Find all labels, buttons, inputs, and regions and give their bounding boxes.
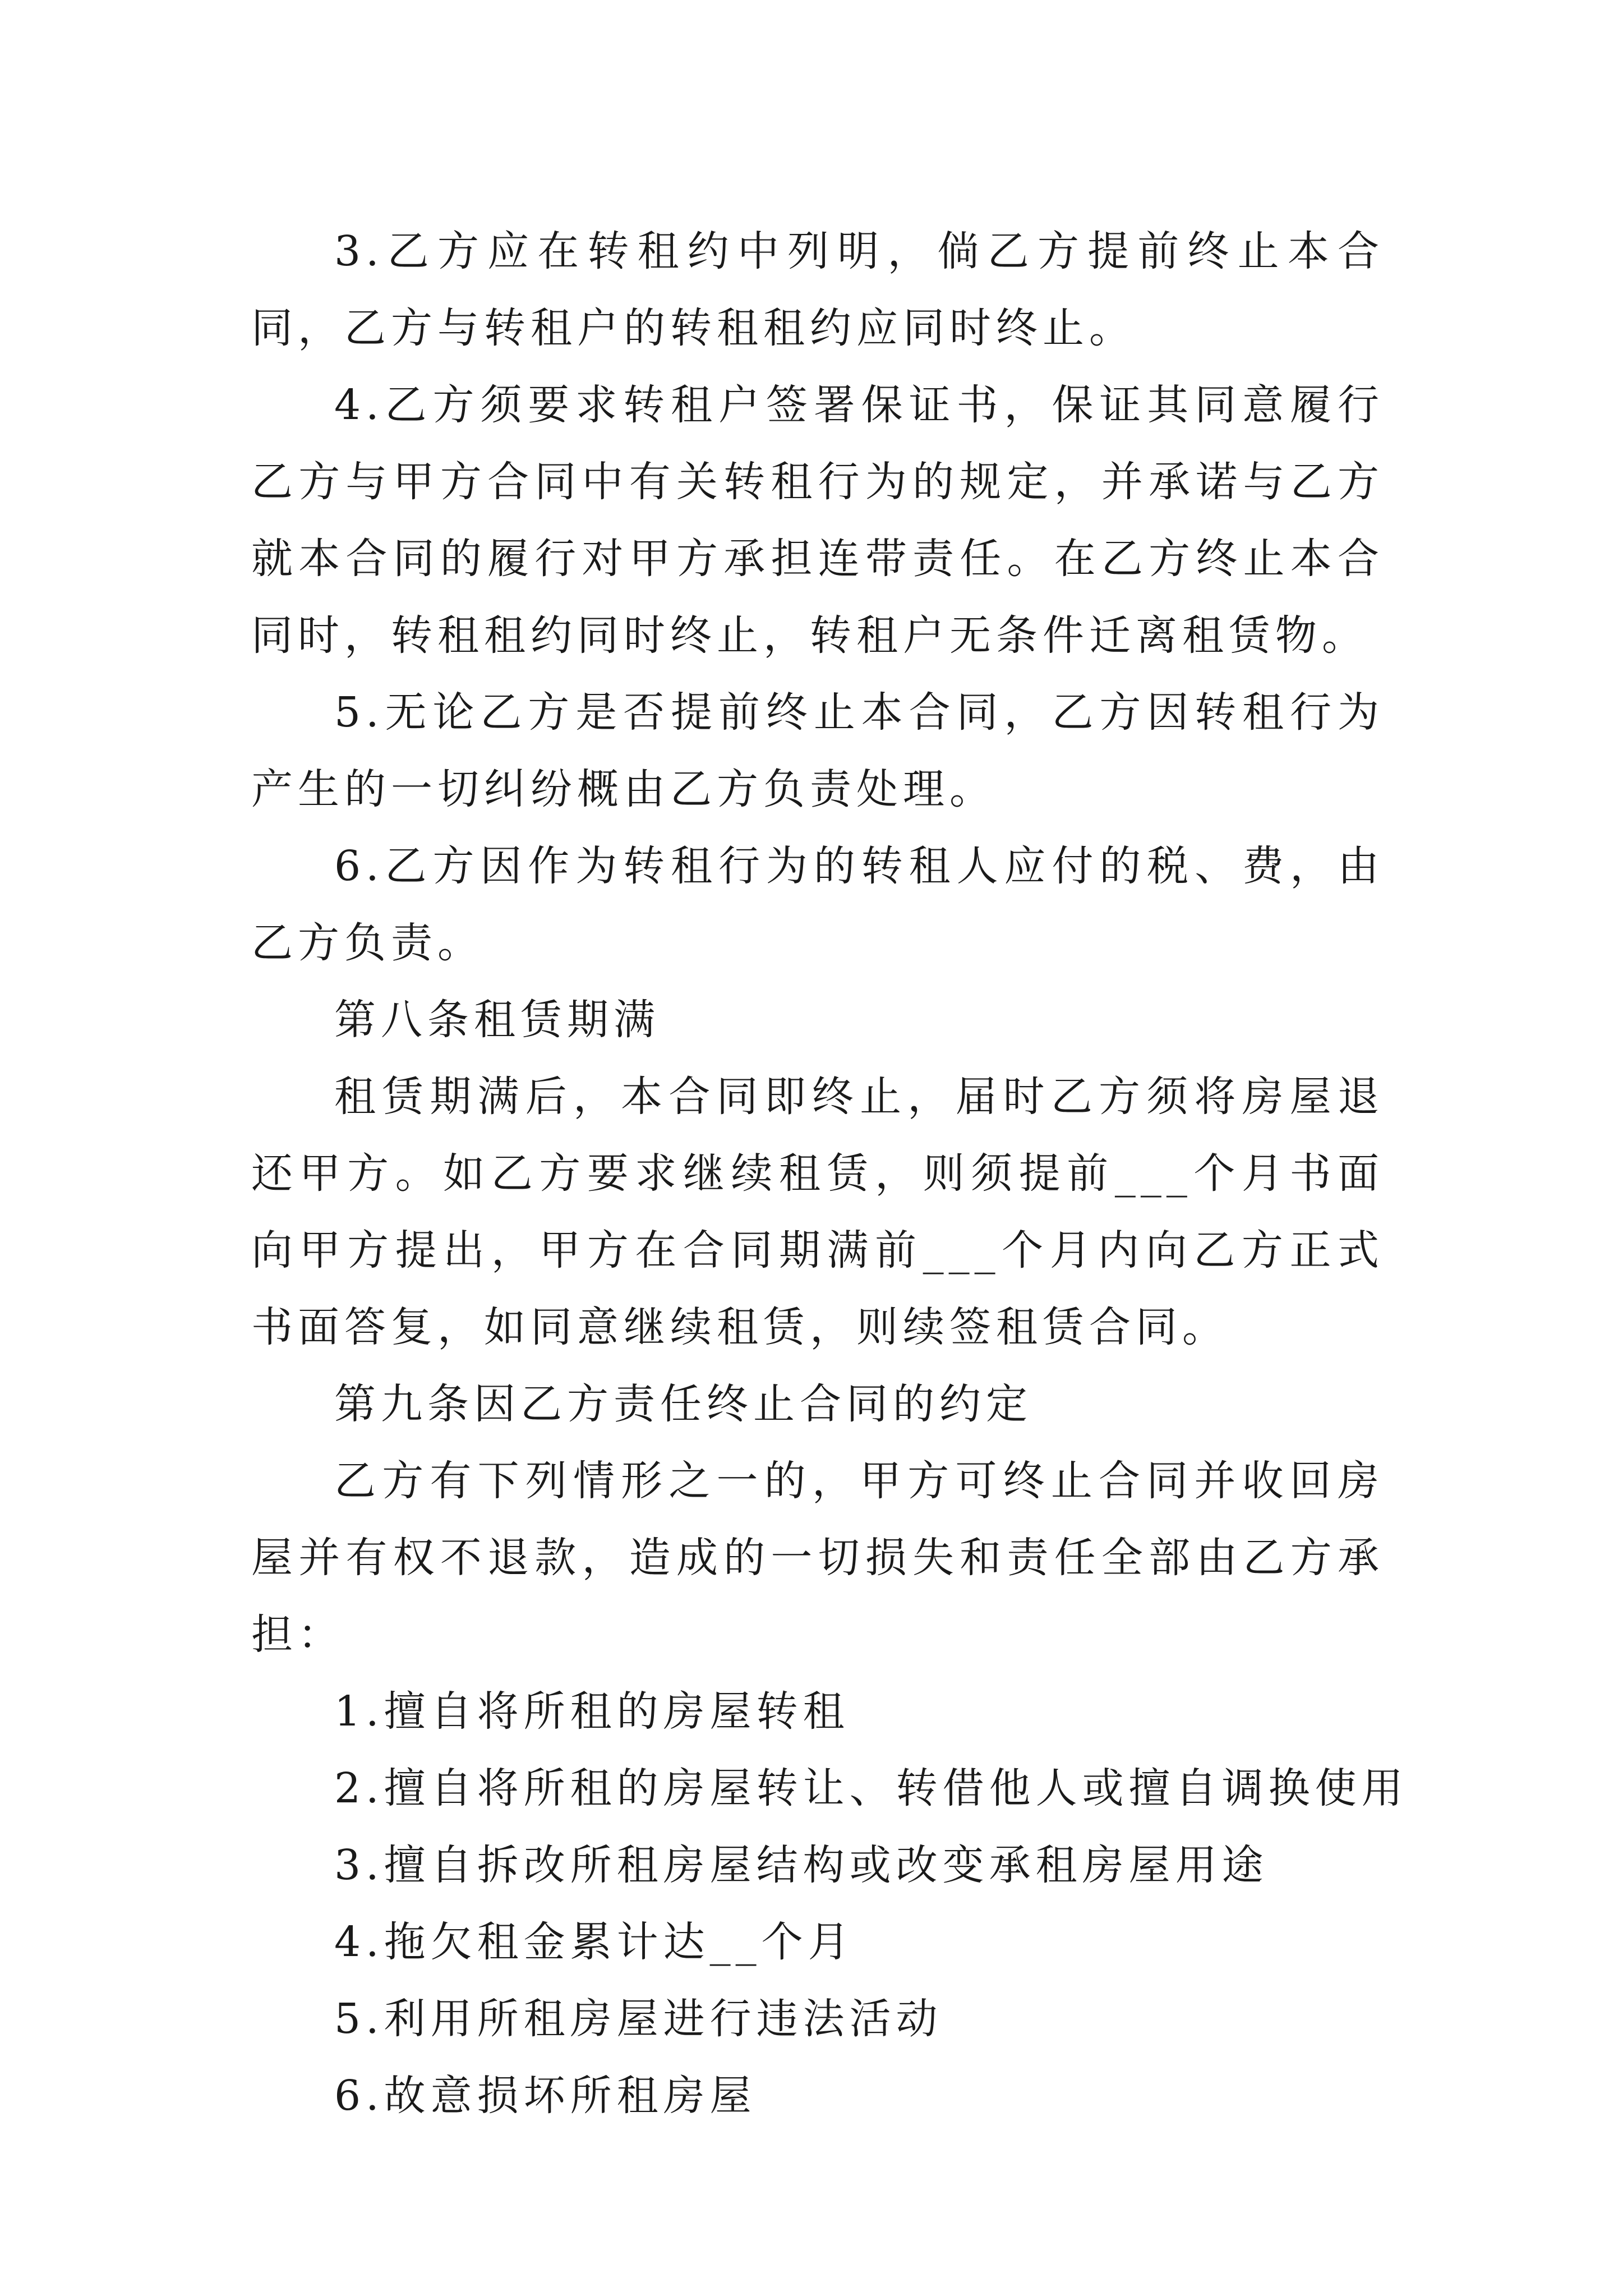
- clause9-item-3: 3.擅自拆改所租房屋结构或改变承租房屋用途: [334, 1841, 1269, 1889]
- clause9-item-5: 5.利用所租房屋进行违法活动: [334, 1995, 943, 2043]
- document-body: [251, 213, 1408, 2134]
- clause8-title: 第八条租赁期满: [334, 996, 660, 1044]
- clause9-title: 第九条因乙方责任终止合同的约定: [334, 1380, 1032, 1428]
- clause9-item-6: 6.故意损坏所租房屋: [334, 2072, 757, 2120]
- clause8-body: 租赁期满后，本合同即终止，届时乙方须将房屋退还甲方。如乙方要求继续租赁，则须提前___个月书面向甲方提出，甲方在合同期满前___个月内向乙方正式书面答复，如同意继续租赁，则续签租赁合同。: [251, 1073, 1384, 1351]
- clause9-item-2: 2.擅自将所租的房屋转让、转借他人或擅自调换使用: [334, 1764, 1408, 1812]
- clause9-item-1: 1.擅自将所租的房屋转租: [334, 1687, 850, 1736]
- clause7-item-4: 4.乙方须要求转租户签署保证书，保证其同意履行乙方与甲方合同中有关转租行为的规定，并承诺与乙方就本合同的履行对甲方承担连带责任。在乙方终止本合同时，转租租约同时终止，转租户无条件迁离租赁物。: [251, 381, 1384, 660]
- clause7-item-5: 5.无论乙方是否提前终止本合同，乙方因转租行为产生的一切纠纷概由乙方负责处理。: [251, 688, 1384, 813]
- clause7-item-6: 6.乙方因作为转租行为的转租人应付的税、费，由乙方负责。: [251, 842, 1384, 967]
- clause7-item-3: 3.乙方应在转租约中列明，倘乙方提前终止本合同，乙方与转租户的转租租约应同时终止。: [251, 227, 1384, 352]
- clause9-intro: 乙方有下列情形之一的，甲方可终止合同并收回房屋并有权不退款，造成的一切损失和责任全部由乙方承担：: [251, 1457, 1384, 1659]
- clause9-item-4: 4.拖欠租金累计达__个月: [334, 1918, 855, 1966]
